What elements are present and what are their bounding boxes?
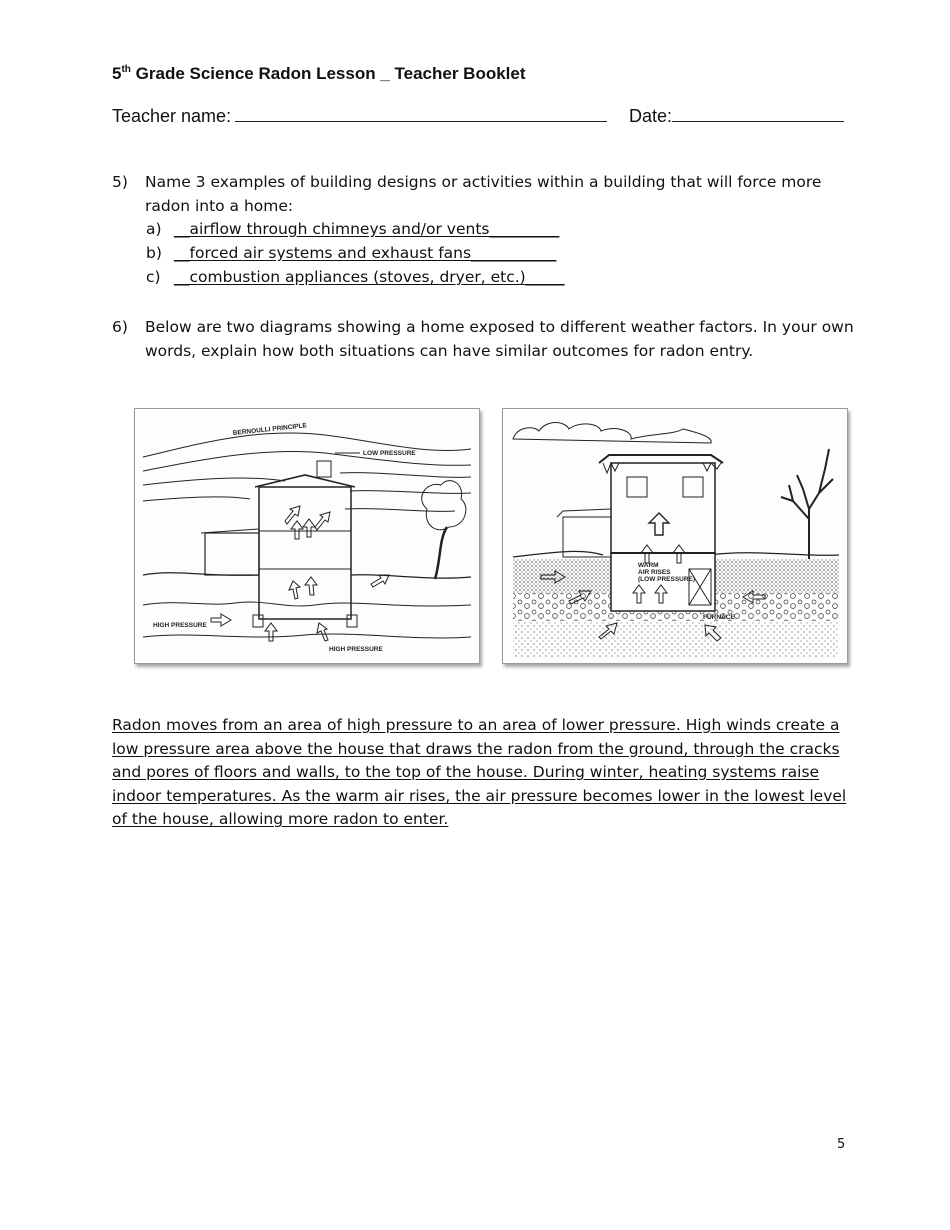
upward-arrow — [317, 623, 328, 641]
warm-label-2: AIR RISES — [638, 569, 671, 576]
high-pressure-label-left: HIGH PRESSURE — [153, 622, 207, 629]
furnace-label: FURNACE — [703, 614, 735, 621]
winter-heating-diagram — [502, 408, 848, 664]
date-line — [629, 104, 844, 127]
bernoulli-label: BERNOULLI PRINCIPLE — [232, 422, 308, 437]
wind-line — [143, 473, 471, 485]
question-6-number: 6) — [112, 318, 128, 336]
teacher-name-label: Teacher name: — [112, 106, 232, 126]
option-answer: __airflow through chimneys and/or vents_________ — [174, 220, 560, 238]
bare-tree — [781, 449, 833, 559]
upward-arrow — [649, 513, 669, 535]
sideways-arrow — [371, 575, 389, 587]
date-blank[interactable] — [672, 104, 844, 122]
warm-label-3: (LOW PRESSURE) — [638, 576, 696, 583]
high-pressure-label-bottom: HIGH PRESSURE — [329, 646, 383, 653]
warm-label-1: WARM — [638, 562, 659, 569]
title-text: Grade Science Radon Lesson _ Teacher Booklet — [130, 64, 526, 83]
question-5-text-line2: radon into a home: — [145, 197, 294, 215]
annex-roof — [557, 509, 611, 517]
low-pressure-label: LOW PRESSURE — [363, 450, 416, 457]
wind-pressure-diagram — [134, 408, 480, 664]
question-5-option-b — [146, 241, 556, 265]
answer-line: Radon moves from an area of high pressure to an area of lower pressure. High winds create a — [112, 716, 840, 734]
house-roof — [255, 475, 355, 487]
question-6 — [112, 315, 854, 365]
tree-crown — [422, 481, 466, 530]
option-label: c) — [146, 268, 161, 286]
upward-arrow — [289, 581, 300, 599]
question-5-text-line1: Name 3 examples of building designs or activities within a building that will force more — [145, 173, 822, 191]
option-label: b) — [146, 244, 162, 262]
sideways-arrow — [211, 614, 231, 626]
question-5-option-a — [146, 217, 559, 241]
upward-arrow — [303, 519, 315, 537]
cloud-shape — [513, 423, 711, 444]
answer-line: of the house, allowing more radon to enter. — [112, 810, 449, 829]
option-label: a) — [146, 220, 162, 238]
page-title — [112, 64, 526, 84]
sand-layer — [513, 621, 839, 657]
question-6-text-line1: Below are two diagrams showing a home exposed to different weather factors. In your own — [145, 318, 854, 336]
footing — [347, 615, 357, 627]
answer-line: indoor temperatures. As the warm air rises, the air pressure becomes lower in the lowest level — [112, 786, 847, 805]
upward-arrow — [265, 623, 277, 641]
teacher-name-line — [112, 104, 607, 127]
question-5-option-c — [146, 265, 564, 289]
wind-line — [143, 433, 471, 457]
wind-line — [143, 451, 471, 471]
upward-arrow — [305, 577, 317, 595]
page-number: 5 — [837, 1137, 846, 1152]
date-label: Date: — [629, 106, 673, 126]
question-5-number: 5) — [112, 173, 128, 191]
question-5 — [112, 170, 842, 290]
teacher-name-blank[interactable] — [235, 104, 607, 122]
chimney — [317, 461, 331, 477]
window — [627, 477, 647, 497]
ground-line — [143, 573, 471, 578]
house-roof — [599, 455, 723, 463]
footing — [253, 615, 263, 627]
title-superscript: th — [121, 64, 131, 75]
wind-pressure-drawing — [135, 409, 479, 663]
option-answer: __combustion appliances (stoves, dryer, etc.)_____ — [174, 268, 565, 286]
answer-line: and pores of floors and walls, to the top of the house. During winter, heating systems raise — [112, 763, 820, 782]
wind-line — [345, 509, 455, 512]
house-body — [259, 487, 351, 619]
winter-heating-drawing — [503, 409, 847, 663]
title-number: 5 — [112, 64, 122, 83]
upward-arrow — [291, 521, 303, 539]
option-answer: __forced air systems and exhaust fans___________ — [174, 244, 557, 262]
window — [683, 477, 703, 497]
upward-arrow — [315, 512, 330, 530]
question-6-text-line2: words, explain how both situations can have similar outcomes for radon entry. — [145, 342, 754, 360]
answer-paragraph — [112, 714, 847, 832]
icicles — [603, 463, 721, 473]
soil-line — [143, 602, 471, 606]
tree-trunk — [435, 527, 447, 579]
answer-line: low pressure area above the house that draws the radon from the ground, through the cracks — [112, 739, 840, 758]
house-annex — [205, 533, 259, 575]
soil-line — [143, 634, 471, 638]
